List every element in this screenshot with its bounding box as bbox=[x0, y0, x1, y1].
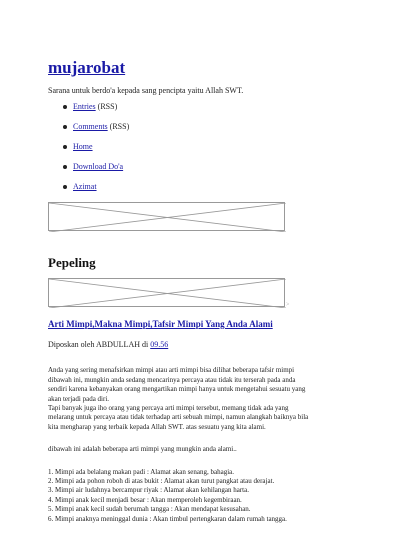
nav-item-download bbox=[48, 157, 129, 177]
image-placeholder-icon bbox=[49, 279, 286, 308]
post-text-line: Tapi banyak juga iho orang yang percaya arti mimpi tersebut, memang tidak ada yang bbox=[48, 404, 289, 413]
post-text-line: sendiri karena kebanyakan orang mengartikan mimpi hanya untuk mengetahui sesuatu yang bbox=[48, 385, 306, 394]
site-description: Sarana untuk berdo'a kepada sang pencipta yaitu Allah SWT. bbox=[48, 86, 244, 95]
list-item: 5. Mimpi anak kecil sudah berumah tangga : Akan mendapat kesusahan. bbox=[48, 505, 251, 514]
post-body bbox=[48, 357, 353, 524]
bullet-icon bbox=[63, 185, 67, 189]
post-time-link[interactable]: 09.56 bbox=[150, 340, 169, 349]
bullet-icon bbox=[63, 165, 67, 169]
list-item: 1. Mimpi ada belalang makan padi : Alamat akan senang, bahagia. bbox=[48, 467, 235, 476]
image-placeholder-icon bbox=[49, 203, 286, 232]
site-title-link[interactable]: mujarobat bbox=[48, 58, 126, 77]
nav-item-azimat bbox=[48, 177, 129, 197]
broken-image-banner bbox=[48, 202, 285, 231]
nav-list bbox=[48, 97, 129, 197]
bullet-icon bbox=[63, 105, 67, 109]
post-author: Diposkan oleh ABDULLAH di bbox=[48, 340, 151, 349]
list-item: 2. Mimpi ada pohon roboh di atas bukit : Alamat akan turut pangkat atau derajat. bbox=[48, 477, 275, 486]
post-text-line: akan terjadi pada diri. bbox=[48, 394, 110, 403]
entries-rss-link[interactable]: Entries bbox=[73, 102, 96, 111]
nav-suffix: (RSS) bbox=[107, 122, 130, 131]
nav-item-comments bbox=[48, 117, 129, 137]
list-item: 4. Mimpi anak kecil menjadi besar : Akan memperoleh kegembiraan. bbox=[48, 495, 242, 504]
nav-item-home bbox=[48, 137, 129, 157]
post-text-line: melarang untuk percaya atau tidak terhadap arti sebuah mimpi, namun alangkah baiknya bila bbox=[48, 413, 309, 422]
home-link[interactable]: Home bbox=[73, 142, 93, 151]
nav-suffix: (RSS) bbox=[95, 102, 118, 111]
dream-list bbox=[48, 468, 353, 524]
bullet-icon bbox=[63, 145, 67, 149]
post-text-line: Anda yang sering menafsirkan mimpi atau arti mimpi bisa dilihat beberapa tafsir mimpi bbox=[48, 366, 295, 375]
list-item: 3. Mimpi air ludahnya bercampur riyak : Alamat akan kehilangan harta. bbox=[48, 486, 249, 495]
download-doa-link[interactable]: Download Do'a bbox=[73, 162, 124, 171]
section-title: Pepeling bbox=[48, 255, 96, 270]
broken-image-banner bbox=[48, 278, 285, 307]
nav-item-entries bbox=[48, 97, 129, 117]
post-intro: dibawah ini adalah beberapa arti mimpi yang mungkin anda alami.. bbox=[48, 445, 237, 454]
azimat-link[interactable]: Azimat bbox=[73, 182, 97, 191]
post-meta bbox=[48, 340, 168, 349]
small-arrow-icon: > bbox=[286, 302, 290, 308]
comments-rss-link[interactable]: Comments bbox=[73, 122, 108, 131]
list-item: 6. Mimpi anaknya meninggal dunia : Akan timbul pertengkaran dalam rumah tangga. bbox=[48, 514, 287, 523]
post-text-line: dibawah ini, mungkin anda sedang mencarinya percaya atau tidak itu terserah pada anda bbox=[48, 375, 296, 384]
post-text-line: kita mengharap yang terbaik kepada Allah SWT. atas sesuatu yang kita alami. bbox=[48, 422, 266, 431]
post-title-link[interactable]: Arti Mimpi,Makna Mimpi,Tafsir Mimpi Yang Anda Alami bbox=[48, 319, 273, 329]
bullet-icon bbox=[63, 125, 67, 129]
